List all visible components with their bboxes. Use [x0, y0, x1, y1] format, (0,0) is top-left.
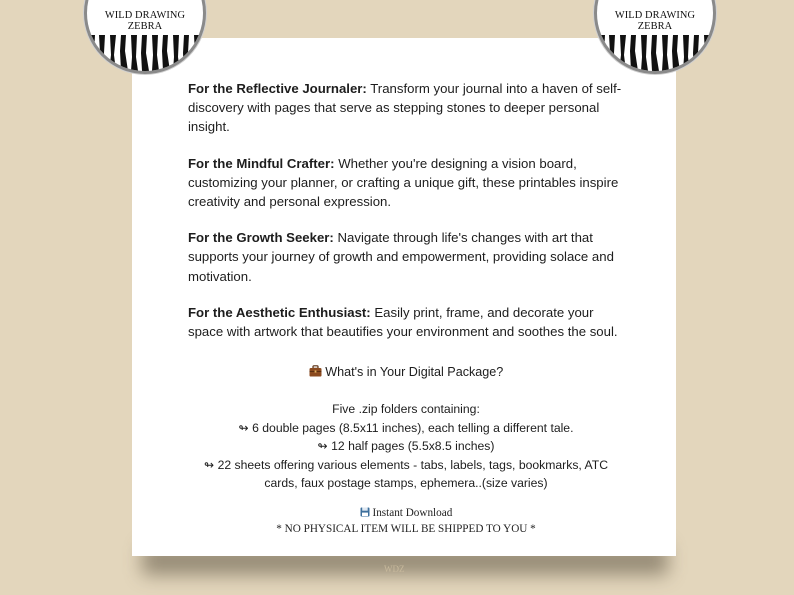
footer: [188, 506, 624, 536]
floppy-disk-icon: [360, 507, 370, 522]
shipping-notice: * NO PHYSICAL ITEM WILL BE SHIPPED TO YOU *: [276, 522, 536, 535]
content-card: [132, 38, 676, 556]
paragraph-heading: For the Mindful Crafter:: [188, 155, 335, 171]
paragraph-heading: For the Growth Seeker:: [188, 230, 334, 246]
paragraph-text: Transform your journal into a haven of self-discovery with pages that serve as stepping stones to deeper personal insight.: [188, 81, 622, 135]
paragraph-heading: For the Aesthetic Enthusiast:: [188, 304, 371, 320]
paragraph-text: Whether you're designing a vision board, customizing your planner, or crafting a unique gift, these printables inspire creativity and personal expression.: [188, 155, 619, 210]
package-item: ↬ 12 half pages (5.5x8.5 inches): [317, 439, 495, 454]
package-title-text: What's in Your Digital Package?: [325, 365, 504, 380]
watermark: WDZ: [384, 564, 405, 574]
package-list: [188, 400, 624, 492]
paragraph-mindful-crafter: [188, 154, 624, 212]
package-item: ↬ 6 double pages (8.5x11 inches), each telling a different tale.: [238, 420, 574, 435]
package-intro: Five .zip folders containing:: [332, 402, 480, 417]
instant-download: [188, 506, 624, 522]
content: [188, 79, 624, 536]
paragraph-text: Easily print, frame, and decorate your space with artwork that beautifies your environment and soothes the soul.: [188, 304, 618, 340]
package-item: ↬ 22 sheets offering various elements - tabs, labels, tags, bookmarks, ATC cards, faux postage stamps, ephemera..(size varies): [203, 457, 608, 491]
paragraph-growth-seeker: [188, 228, 624, 286]
badge-text: WILD DRAWING ZEBRA: [614, 10, 696, 32]
paragraph-aesthetic-enthusiast: [188, 303, 624, 341]
badge-text: WILD DRAWING ZEBRA: [104, 10, 186, 32]
briefcase-icon: [309, 364, 322, 383]
package-title: [188, 363, 624, 383]
instant-download-text: Instant Download: [372, 507, 453, 520]
paragraph-reflective-journaler: [188, 79, 624, 137]
paragraph-heading: For the Reflective Journaler:: [188, 81, 367, 96]
paragraph-text: Navigate through life's changes with art that supports your journey of growth and empowerment, providing solace and motivation.: [188, 230, 614, 284]
